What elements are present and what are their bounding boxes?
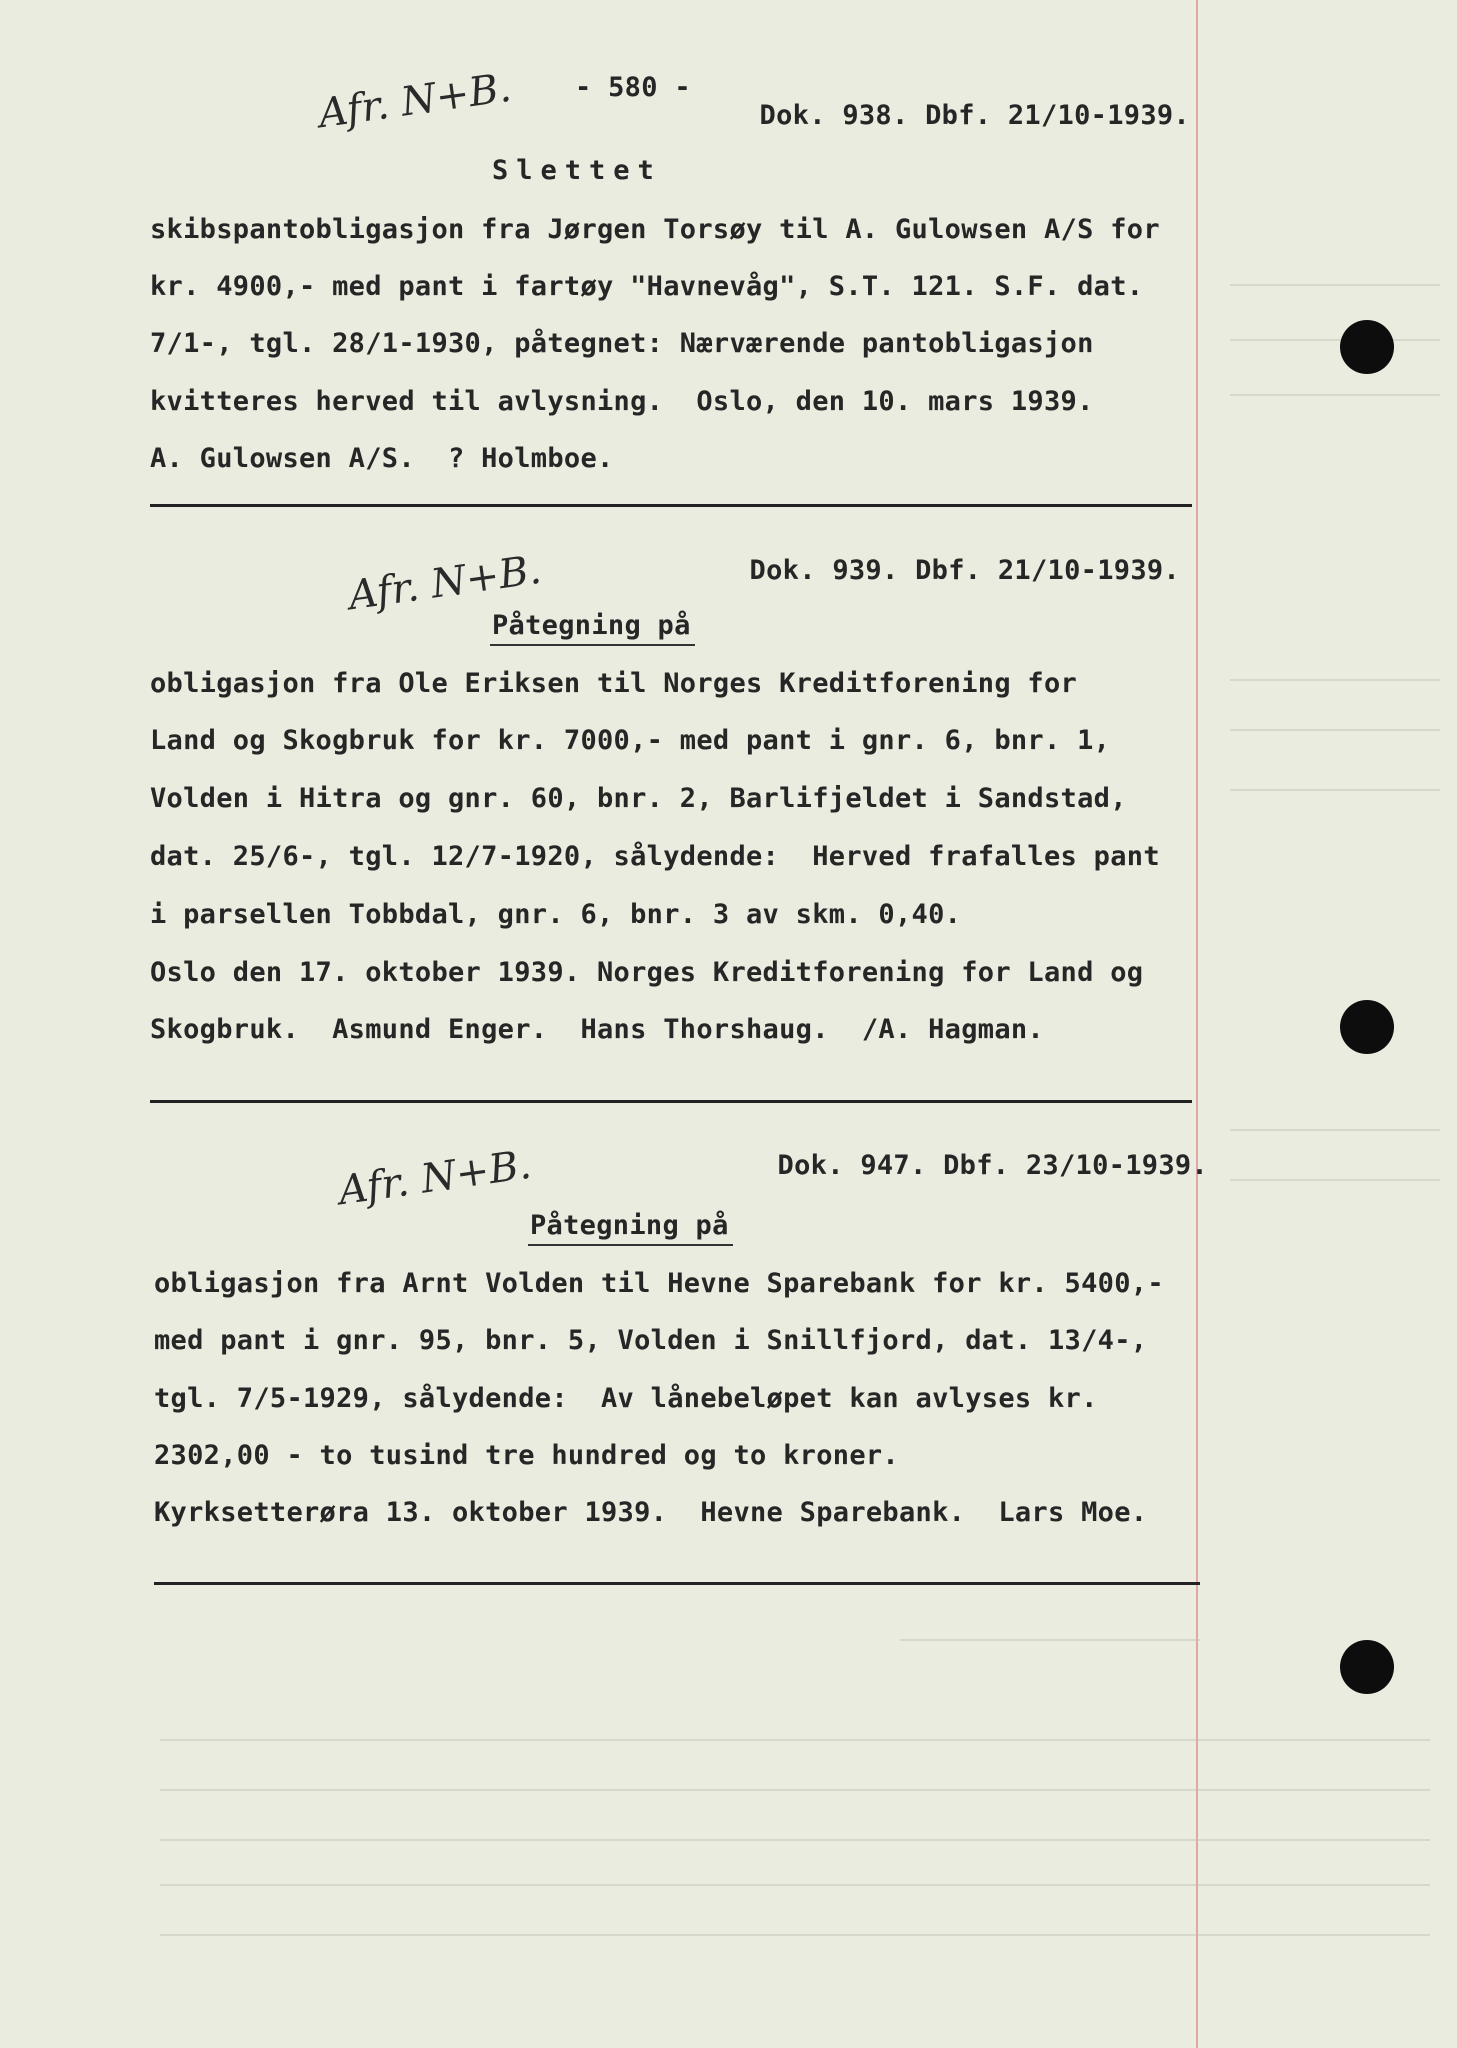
entry-text-line: 2302,00 - to tusind tre hundred og to kroner.	[154, 1440, 899, 1471]
entry-text-line: Skogbruk. Asmund Enger. Hans Thorshaug. /A. Hagman.	[150, 1014, 1044, 1045]
margin-rule	[1196, 0, 1198, 2048]
entry-text-line: Land og Skogbruk for kr. 7000,- med pant i gnr. 6, bnr. 1,	[150, 725, 1111, 756]
entry-heading: Påtegning på	[492, 610, 691, 641]
handwritten-annotation: Afr. N+B.	[345, 546, 545, 620]
entry-heading: Slettet	[492, 155, 662, 186]
handwritten-annotation: Afr. N+B.	[335, 1141, 535, 1215]
punch-hole	[1340, 1640, 1394, 1694]
entry-text-line: A. Gulowsen A/S. ? Holmboe.	[150, 443, 614, 474]
section-divider	[150, 1100, 1192, 1103]
entry-text-line: med pant i gnr. 95, bnr. 5, Volden i Snillfjord, dat. 13/4-,	[154, 1325, 1148, 1356]
entry-text-line: tgl. 7/5-1929, sålydende: Av lånebeløpet kan avlyses kr.	[154, 1383, 1098, 1414]
entry-reference: Dok. 938. Dbf. 21/10-1939.	[759, 100, 1190, 131]
entry-text-line: dat. 25/6-, tgl. 12/7-1920, sålydende: Herved frafalles pant	[150, 841, 1160, 872]
entry-reference: Dok. 947. Dbf. 23/10-1939.	[777, 1150, 1208, 1181]
entry-text-line: 7/1-, tgl. 28/1-1930, påtegnet: Nærværende pantobligasjon	[150, 328, 1094, 359]
entry-reference: Dok. 939. Dbf. 21/10-1939.	[749, 555, 1180, 586]
section-divider	[150, 504, 1192, 507]
entry-text-line: kr. 4900,- med pant i fartøy "Havnevåg", S.T. 121. S.F. dat.	[150, 271, 1144, 302]
section-divider	[154, 1582, 1200, 1585]
entry-text-line: kvitteres herved til avlysning. Oslo, den 10. mars 1939.	[150, 386, 1094, 417]
handwritten-annotation: Afr. N+B.	[315, 64, 515, 138]
entry-text-line: Oslo den 17. oktober 1939. Norges Kreditforening for Land og	[150, 957, 1144, 988]
entry-text-line: obligasjon fra Arnt Volden til Hevne Sparebank for kr. 5400,-	[154, 1268, 1164, 1299]
punch-hole	[1340, 1000, 1394, 1054]
heading-underline	[528, 1240, 738, 1250]
entry-text-line: obligasjon fra Ole Eriksen til Norges Kreditforening for	[150, 668, 1078, 699]
entry-text-line: i parsellen Tobbdal, gnr. 6, bnr. 3 av skm. 0,40.	[150, 899, 962, 930]
entry-text-line: Volden i Hitra og gnr. 60, bnr. 2, Barlifjeldet i Sandstad,	[150, 783, 1127, 814]
entry-heading: Påtegning på	[530, 1210, 729, 1241]
punch-hole	[1340, 320, 1394, 374]
page-number: - 580 -	[575, 72, 691, 103]
entry-text-line: skibspantobligasjon fra Jørgen Torsøy til A. Gulowsen A/S for	[150, 214, 1160, 245]
entry-text-line: Kyrksetterøra 13. oktober 1939. Hevne Sparebank. Lars Moe.	[154, 1497, 1148, 1528]
heading-underline	[490, 640, 700, 650]
